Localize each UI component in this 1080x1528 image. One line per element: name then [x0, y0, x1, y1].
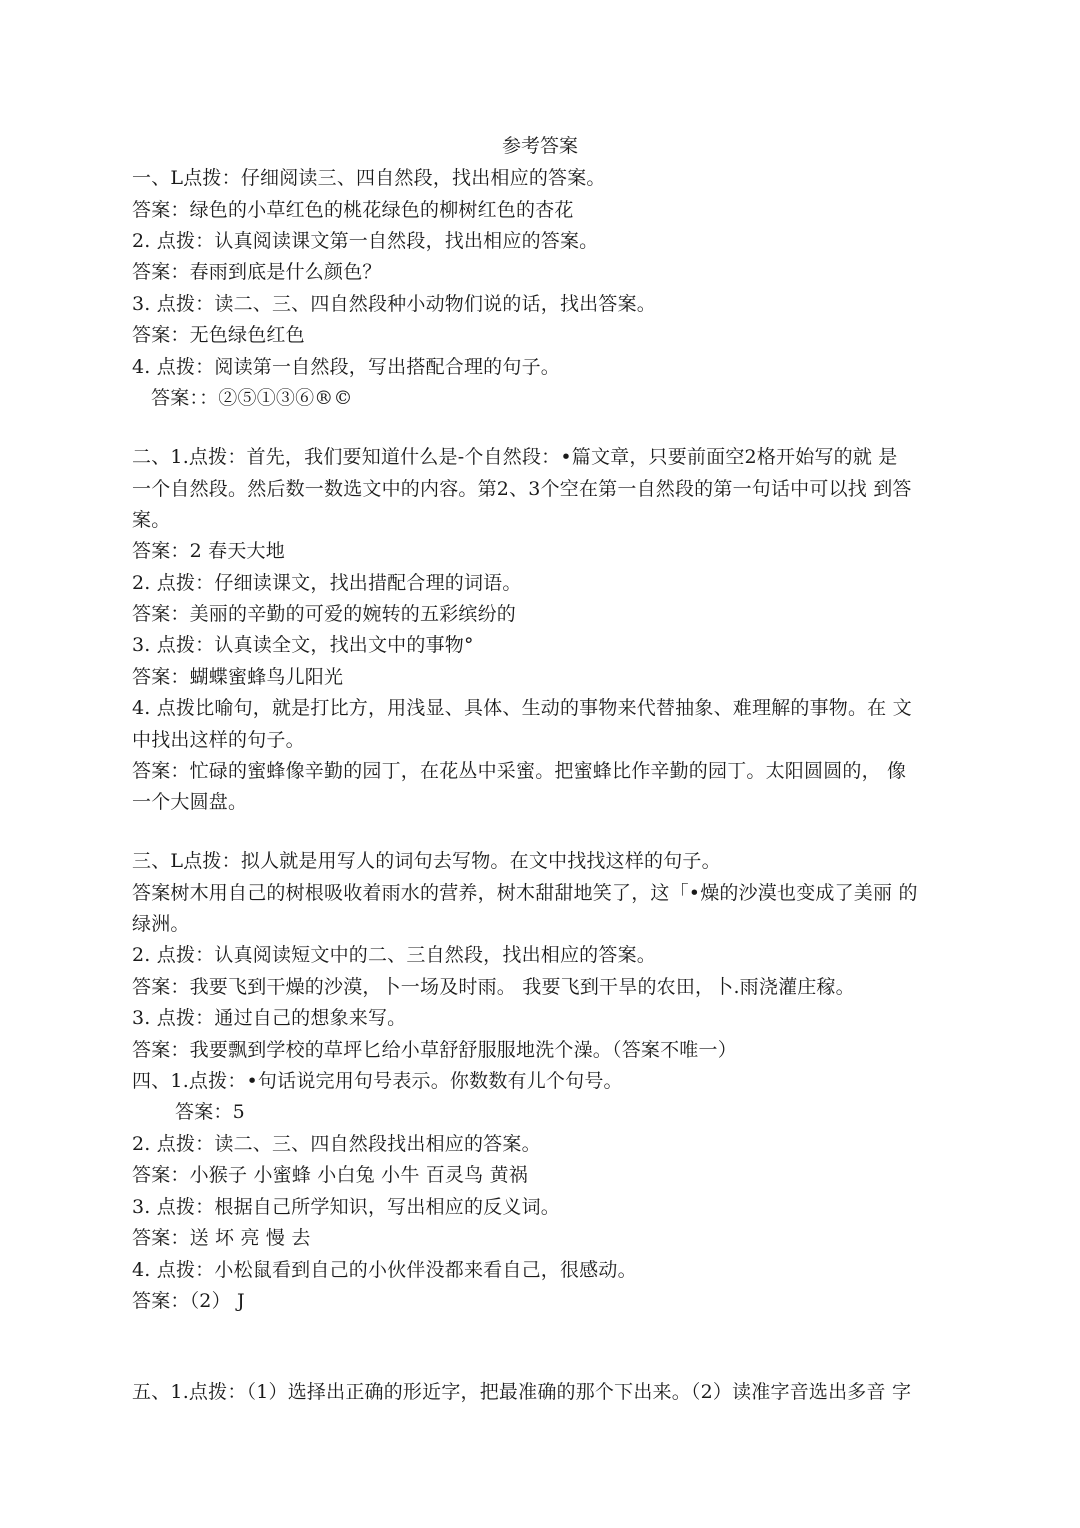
- text-line: 答案：小猴子 小蜜蜂 小白兔 小牛 百灵鸟 黄祸: [132, 1164, 528, 1186]
- text-line: 答案：蝴蝶蜜蜂鸟儿阳光: [132, 666, 344, 688]
- text-line: 一、L点拨：仔细阅读三、四自然段，找出相应的答案。: [132, 167, 606, 189]
- text-line: 答案：2 春天大地: [132, 540, 285, 562]
- text-line: 四、1.点拨：•句话说完用句号表示。你数数有儿个句号。: [132, 1070, 623, 1092]
- text-line: 2. 点拨：认真阅读课文第一自然段，找出相应的答案。: [132, 230, 599, 252]
- text-line: 一个自然段。然后数一数选文中的内容。第2、3个空在第一自然段的第一句话中可以找 到答: [132, 478, 912, 500]
- text-line: 答案：：②⑤①③⑥®©: [151, 387, 353, 409]
- text-line: 答案：5: [175, 1101, 245, 1123]
- text-line: 答案树木用自己的树根吸收着雨水的营养，树木甜甜地笑了，这「•燥的沙漠也变成了美丽 的: [132, 882, 918, 904]
- text-line: 答案：绿色的小草红色的桃花绿色的柳树红色的杏花: [132, 199, 574, 221]
- text-line: 答案：我要飘到学校的草坪匕给小草舒舒服服地洗个澡。（答案不唯一）: [132, 1039, 737, 1061]
- page-title: 参考答案: [501, 135, 578, 157]
- text-line: 3. 点拨：认真读全文，找出文中的事物°: [132, 634, 474, 656]
- text-line: 2. 点拨：读二、三、四自然段找出相应的答案。: [132, 1133, 541, 1155]
- text-line: 案。: [132, 509, 171, 531]
- text-line: 答案：美丽的辛勤的可爱的婉转的五彩缤纷的: [132, 603, 517, 625]
- text-line: 绿洲。: [132, 913, 190, 935]
- text-line: 3. 点拨：通过自己的想象来写。: [132, 1007, 407, 1029]
- text-line: 4. 点拨比喻句，就是打比方，用浅显、具体、生动的事物来代替抽象、难理解的事物。在 文: [132, 697, 912, 719]
- text-line: 一个大圆盘。: [132, 791, 248, 813]
- text-line: 答案：忙碌的蜜蜂像辛勤的园丁，在花丛中采蜜。把蜜蜂比作辛勤的园丁。太阳圆圆的， 像: [132, 760, 907, 782]
- text-line: 三、L点拨：拟人就是用写人的词句去写物。在文中找找这样的句子。: [132, 850, 721, 872]
- text-line: 4. 点拨：阅读第一自然段，写出搭配合理的句子。: [132, 356, 560, 378]
- text-line: 2. 点拨：仔细读课文，找出措配合理的词语。: [132, 572, 522, 594]
- text-line: 二、1.点拨：首先，我们要知道什么是-个自然段：•篇文章，只要前面空2格开始写的就 是: [132, 446, 898, 468]
- text-line: 答案：（2） J: [132, 1290, 245, 1312]
- text-line: 答案：春雨到底是什么颜色？: [132, 261, 382, 283]
- text-line: 中找出这样的句子。: [132, 729, 305, 751]
- text-line: 答案：我要飞到干燥的沙漠，卜一场及时雨。 我要飞到干旱的农田，卜.雨浇灌庄稼。: [132, 976, 855, 998]
- text-line: 4. 点拨：小松鼠看到自己的小伙伴没都来看自己，很感动。: [132, 1259, 637, 1281]
- text-line: 2. 点拨：认真阅读短文中的二、三自然段，找出相应的答案。: [132, 944, 656, 966]
- text-line: 答案：无色绿色红色: [132, 324, 305, 346]
- text-line: 3. 点拨：根据自己所学知识，写出相应的反义词。: [132, 1196, 560, 1218]
- text-line: 3. 点拨：读二、三、四自然段种小动物们说的话，找出答案。: [132, 293, 656, 315]
- text-line: 答案：送 坏 亮 慢 去: [132, 1227, 311, 1249]
- text-line: 五、1.点拨：（1）选择出正确的形近字，把最准确的那个下出来。（2）读准字音选出多音 字: [132, 1381, 912, 1403]
